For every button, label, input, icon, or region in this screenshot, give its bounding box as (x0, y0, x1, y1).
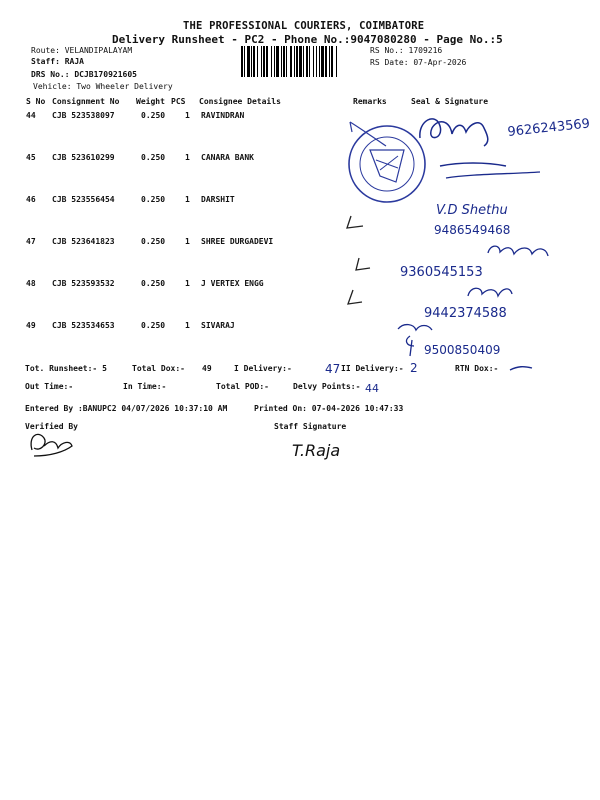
row-consignment: CJB 523641823 (52, 237, 115, 246)
hw-phone-46: 9486549468 (434, 223, 511, 237)
vehicle: Vehicle: Two Wheeler Delivery (33, 82, 173, 91)
signature-row-44 (420, 119, 488, 146)
route: Route: VELANDIPALAYAM (31, 46, 133, 55)
verified-by-label: Verified By (25, 422, 78, 431)
row-consignment: CJB 523610299 (52, 153, 115, 162)
row-consignee: RAVINDRAN (201, 111, 245, 120)
row-pcs: 1 (185, 321, 190, 330)
row-pcs: 1 (185, 153, 190, 162)
entered-by: Entered By :BANUPC2 04/07/2026 10:37:10 AM (25, 404, 228, 413)
signature-row-48 (468, 288, 512, 296)
hw-phone-47: 9360545153 (400, 265, 483, 280)
staff: Staff: RAJA (31, 57, 84, 66)
drs-number: DRS No.: DCJB170921605 (31, 70, 137, 79)
row-consignee: SIVARAJ (201, 321, 235, 330)
remark-mark-46 (347, 216, 363, 228)
row-sno: 47 (26, 237, 36, 246)
row-consignment: CJB 523534653 (52, 321, 115, 330)
dash-row-45b (446, 172, 540, 178)
row-consignment: CJB 523556454 (52, 195, 115, 204)
row-pcs: 1 (185, 279, 190, 288)
hw-phone-48: 9442374588 (424, 306, 507, 321)
total-dox-value: 49 (202, 364, 212, 373)
row-consignee: SHREE DURGADEVI (201, 237, 274, 246)
row-weight: 0.250 (141, 237, 166, 246)
remark-mark-49 (410, 340, 412, 356)
col-consignee: Consignee Details (199, 97, 281, 106)
rtn-dox-label: RTN Dox:- (455, 364, 499, 373)
row-sno: 49 (26, 321, 36, 330)
remark-mark-48 (348, 290, 362, 304)
delvy-points-label: Delvy Points:- (293, 382, 361, 391)
total-pod-label: Total POD:- (216, 382, 269, 391)
row-consignee: CANARA BANK (201, 153, 254, 162)
row-pcs: 1 (185, 195, 190, 204)
rs-number: RS No.: 1709216 (370, 46, 443, 55)
col-pcs: PCS (171, 97, 186, 106)
tot-runsheet: Tot. Runsheet:- 5 (25, 364, 107, 373)
hw-second-delivery: 2 (410, 361, 418, 375)
row-pcs: 1 (185, 111, 190, 120)
signature-row-47 (488, 246, 548, 256)
i-delivery-label: I Delivery:- (234, 364, 292, 373)
hw-phone-49: 9500850409 (424, 343, 501, 357)
row-weight: 0.250 (141, 153, 166, 162)
ii-delivery-label: II Delivery:- (341, 364, 404, 373)
col-remarks: Remarks (353, 97, 387, 106)
hw-first-delivery: 47 (325, 362, 341, 376)
row-consignee: J VERTEX ENGG (201, 279, 264, 288)
hw-delivery-points: 44 (365, 382, 379, 395)
hw-rtn-dash (510, 367, 532, 370)
col-seal: Seal & Signature (411, 97, 489, 106)
row-sno: 44 (26, 111, 36, 120)
col-consignment: Consignment No (52, 97, 120, 106)
row-weight: 0.250 (141, 279, 166, 288)
row-weight: 0.250 (141, 195, 166, 204)
row-weight: 0.250 (141, 321, 166, 330)
row-pcs: 1 (185, 237, 190, 246)
company-name: THE PROFESSIONAL COURIERS, COIMBATORE (183, 20, 425, 32)
row-consignment: CJB 523593532 (52, 279, 115, 288)
rs-date: RS Date: 07-Apr-2026 (370, 58, 467, 67)
total-dox-label: Total Dox:- (132, 364, 185, 373)
row-sno: 45 (26, 153, 36, 162)
runsheet-title: Delivery Runsheet - PC2 - Phone No.:9047080280 - Page No.:5 (112, 33, 503, 46)
row-weight: 0.250 (141, 111, 166, 120)
hw-staff-signature: T.Raja (292, 441, 341, 460)
hw-phone-44: 9626243569 (506, 116, 591, 140)
staff-signature-label: Staff Signature (274, 422, 347, 431)
col-weight: Weight (136, 97, 165, 106)
row-sno: 48 (26, 279, 36, 288)
printed-on: Printed On: 07-04-2026 10:47:33 (254, 404, 404, 413)
dash-row-45 (440, 163, 506, 166)
col-sno: S No (26, 97, 46, 106)
out-time-label: Out Time:- (25, 382, 74, 391)
bank-seal-stamp (349, 122, 425, 202)
hw-name-46: V.D Shethu (436, 203, 508, 218)
row-consignment: CJB 523538097 (52, 111, 115, 120)
verified-signature (31, 434, 72, 456)
remark-mark-47 (356, 258, 370, 270)
row-sno: 46 (26, 195, 36, 204)
in-time-label: In Time:- (123, 382, 167, 391)
row-consignee: DARSHIT (201, 195, 235, 204)
